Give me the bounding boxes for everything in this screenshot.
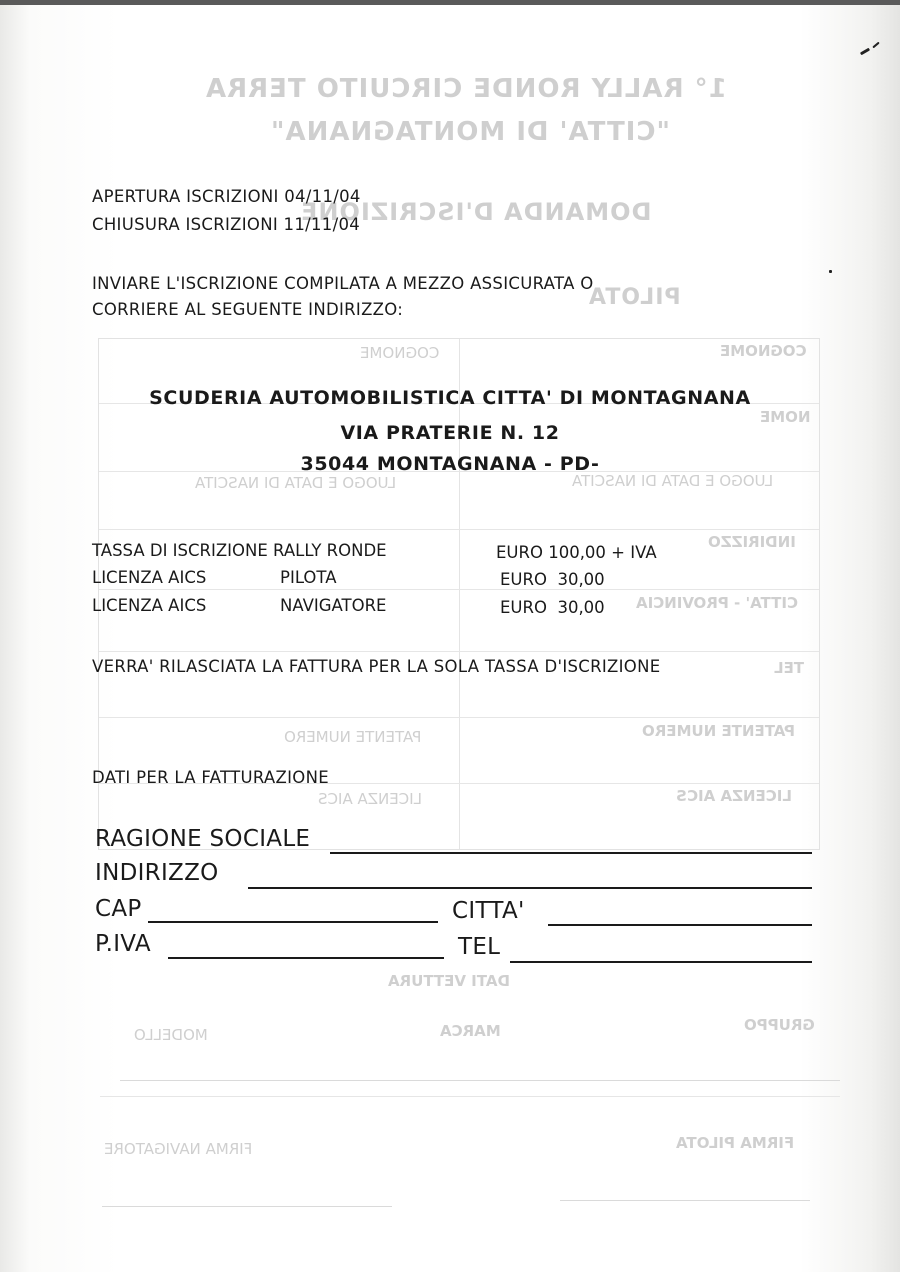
fee-amount: EURO 30,00 (500, 570, 605, 589)
show-through-row: TEL (774, 659, 805, 677)
phone-field-line[interactable] (510, 961, 812, 963)
scan-top-edge (0, 0, 900, 5)
address-label: INDIRIZZO (95, 860, 219, 886)
fee-amount: EURO 30,00 (500, 598, 605, 617)
address-name: SCUDERIA AUTOMOBILISTICA CITTA' DI MONTAGNANA (149, 387, 751, 409)
show-through-row: PATENTE NUMERO (642, 722, 796, 740)
show-through-title-1: 1° RALLY RONDE CIRCUITO TERRA (205, 74, 727, 104)
show-through-signature: FIRMA PILOTA (676, 1134, 795, 1152)
show-through-row: COGNOME (720, 342, 807, 360)
registration-opening: APERTURA ISCRIZIONI 04/11/04 (92, 187, 361, 206)
show-through-vehicle: DATI VETTURA (388, 972, 510, 990)
invoice-note: VERRA' RILASCIATA LA FATTURA PER LA SOLA TASSA D'ISCRIZIONE (92, 657, 661, 676)
city-label: CITTA' (452, 898, 525, 924)
show-through-vehicle-col: MODELLO (134, 1026, 208, 1044)
show-through-row: COGNOME (360, 344, 440, 362)
company-field-line[interactable] (330, 852, 812, 854)
fee-label: TASSA DI ISCRIZIONE RALLY RONDE (92, 541, 387, 560)
cap-label: CAP (95, 896, 142, 922)
vat-field-line[interactable] (168, 957, 444, 959)
show-through-row: LICENZA AICS (318, 790, 422, 808)
vat-label: P.IVA (95, 931, 151, 957)
fee-label: LICENZA AICS (92, 596, 207, 615)
show-through-row: PATENTE NUMERO (284, 728, 422, 746)
address-street: VIA PRATERIE N. 12 (340, 422, 560, 444)
show-through-row: CITTA' - PROVINCIA (636, 594, 798, 612)
cap-field-line[interactable] (148, 921, 438, 923)
fee-amount: EURO 100,00 + IVA (496, 543, 657, 562)
fee-role: NAVIGATORE (280, 596, 387, 615)
show-through-row: LICENZA AICS (676, 787, 792, 805)
show-through-signature: FIRMA NAVIGATORE (104, 1140, 253, 1158)
fee-role: PILOTA (280, 568, 337, 587)
address-city: 35044 MONTAGNANA - PD- (300, 453, 600, 475)
fee-label: LICENZA AICS (92, 568, 207, 587)
show-through-vehicle-col: MARCA (440, 1022, 501, 1040)
instructions-line-1: INVIARE L'ISCRIZIONE COMPILATA A MEZZO ASSICURATA O (92, 274, 594, 293)
address-field-line[interactable] (248, 887, 812, 889)
scan-mark (860, 48, 870, 56)
city-field-line[interactable] (548, 924, 812, 926)
show-through-section: PILOTA (588, 285, 681, 310)
show-through-row: LUOGO E DATA DI NASCITA (195, 474, 397, 492)
scan-mark (872, 42, 879, 49)
show-through-vehicle-col: GRUPPO (744, 1016, 815, 1034)
show-through-row: NOME (760, 408, 811, 426)
show-through-title-2: "CITTA' DI MONTAGNANA" (270, 117, 671, 147)
show-through-row: LUOGO E DATA DI NASCITA (572, 472, 774, 490)
show-through-subtitle: DOMANDA D'ISCRIZIONE (300, 198, 652, 226)
instructions-line-2: CORRIERE AL SEGUENTE INDIRIZZO: (92, 300, 404, 319)
company-label: RAGIONE SOCIALE (95, 826, 311, 852)
phone-label: TEL (458, 934, 501, 960)
registration-closing: CHIUSURA ISCRIZIONI 11/11/04 (92, 215, 361, 234)
scan-dot (829, 270, 832, 273)
show-through-row: INDIRIZZO (708, 533, 796, 551)
billing-heading: DATI PER LA FATTURAZIONE (92, 768, 329, 787)
